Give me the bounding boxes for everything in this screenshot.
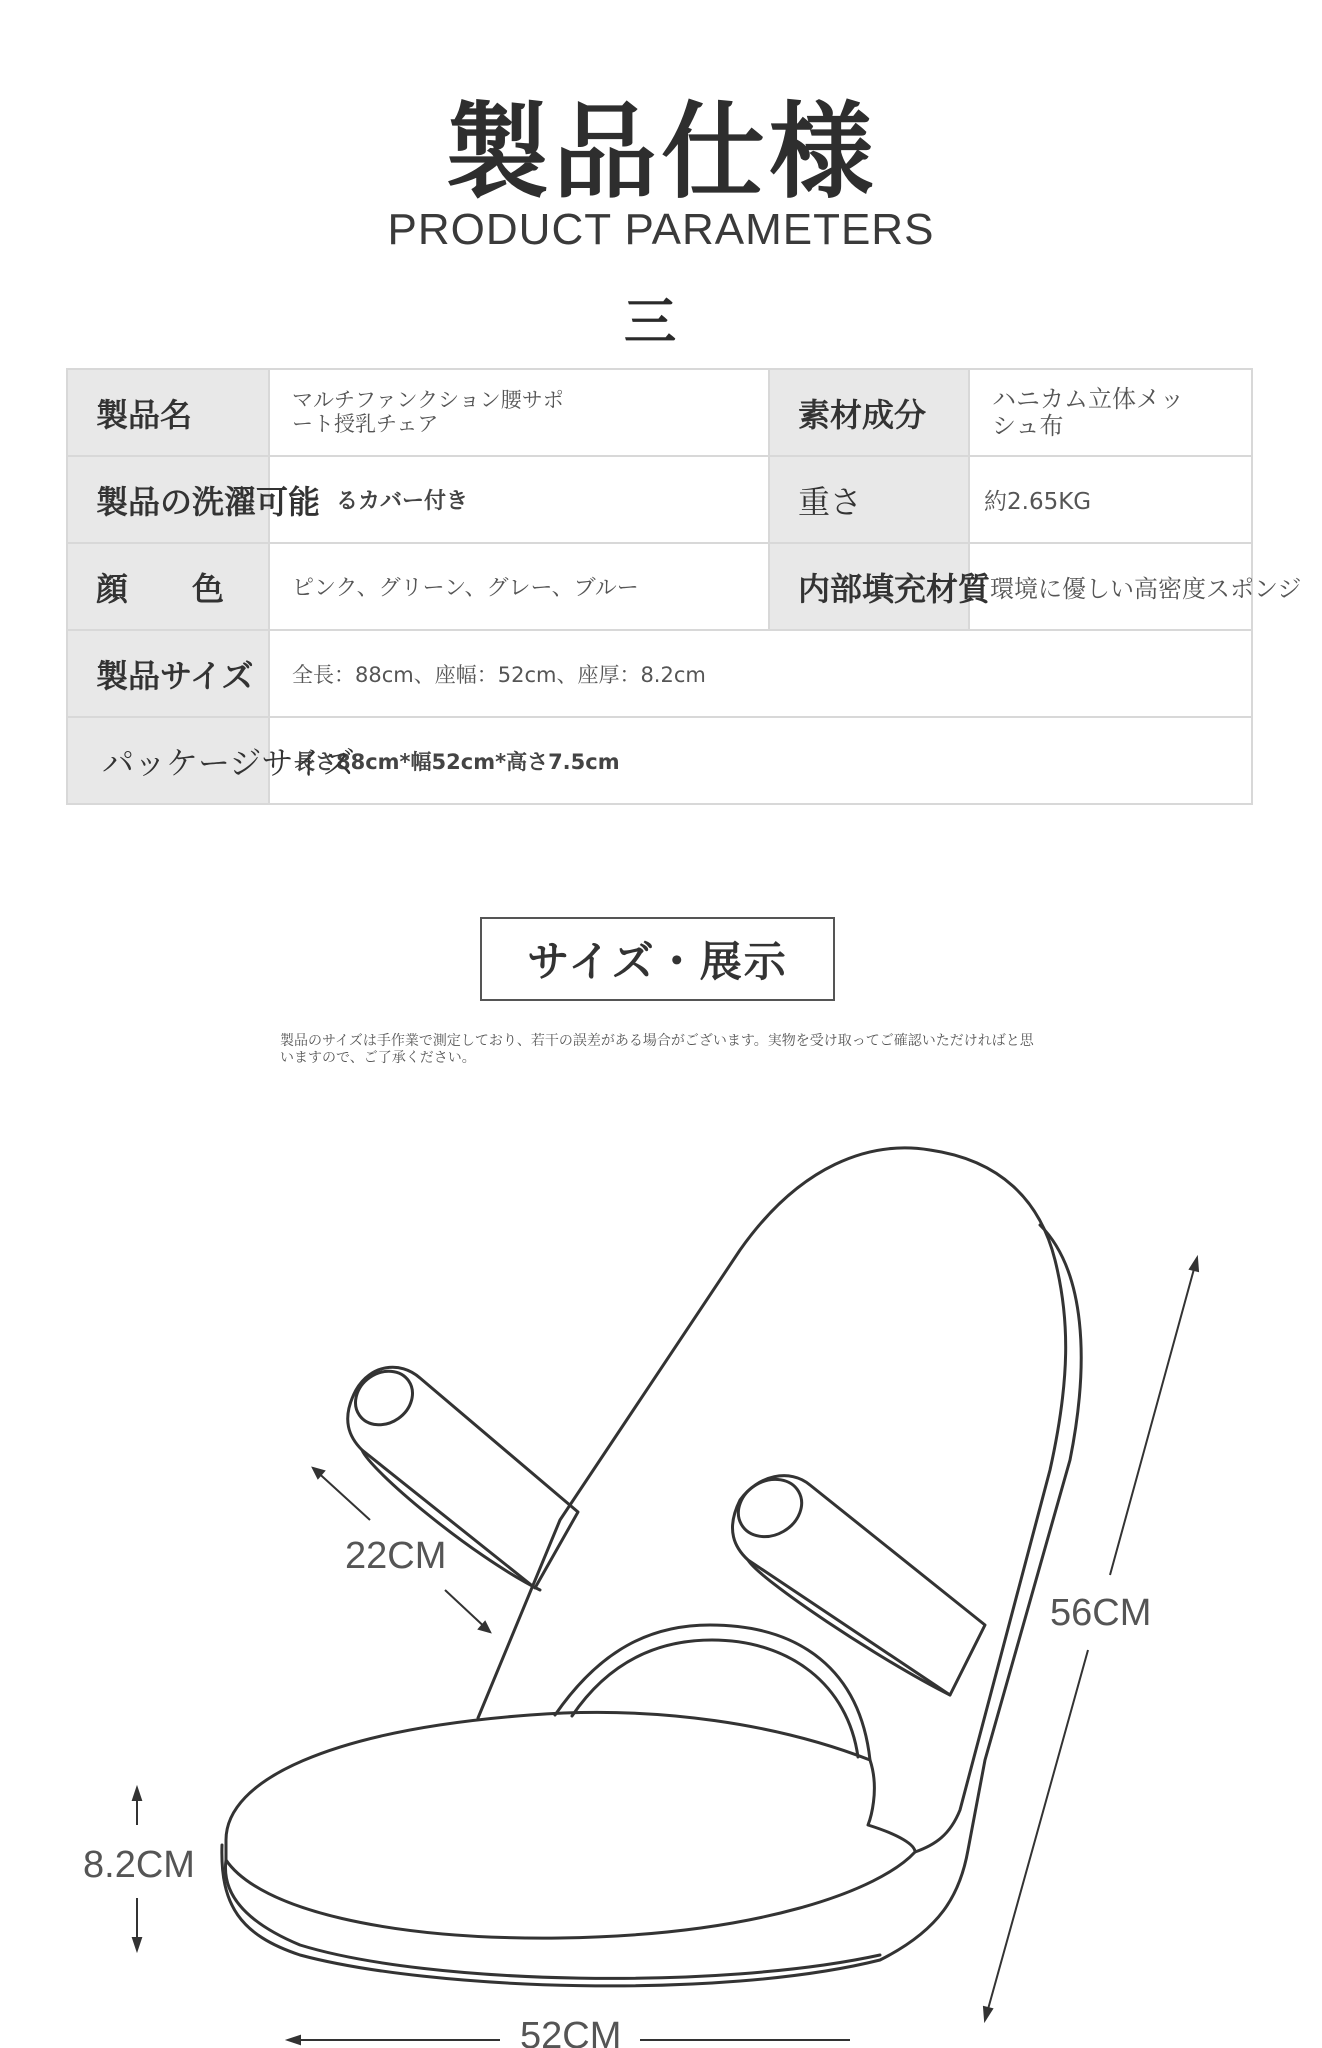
spec-value: 全長：88cm、座幅：52cm、座厚：8.2cm bbox=[269, 630, 1252, 717]
spec-row bbox=[67, 456, 1252, 543]
menu-glyph: 三 bbox=[623, 293, 676, 353]
backrest-outer bbox=[222, 1225, 1081, 1986]
spec-row bbox=[67, 630, 1252, 717]
dim-arm-label: 22CM bbox=[345, 1535, 447, 1577]
spec-row bbox=[67, 369, 1252, 456]
chair-illustration bbox=[0, 1100, 1322, 2048]
page-title: 製品仕様 bbox=[444, 91, 877, 213]
spec-label: 重さ bbox=[769, 456, 969, 543]
spec-label: パッケージサイズ bbox=[67, 717, 269, 804]
spec-value: 長さ88cm*幅52cm*高さ7.5cm bbox=[269, 717, 1252, 804]
spec-row bbox=[67, 717, 1252, 804]
spec-label: 顔 色 bbox=[67, 543, 269, 630]
spec-value: ピンク、グリーン、グレー、ブルー bbox=[269, 543, 769, 630]
spec-value: 約2.65KG bbox=[969, 456, 1252, 543]
spec-value: マルチファンクション腰サポート授乳チェア bbox=[269, 369, 769, 456]
dim-height-label: 56CM bbox=[1050, 1592, 1152, 1634]
dim-thickness-label: 8.2CM bbox=[83, 1844, 195, 1886]
dim-width-label: 52CM bbox=[520, 2015, 622, 2048]
spec-label: 製品の洗濯可能 bbox=[67, 456, 269, 543]
page-subtitle: PRODUCT PARAMETERS bbox=[387, 205, 935, 254]
spec-value: ハニカム立体メッシュ布 bbox=[969, 369, 1252, 456]
backrest-front bbox=[478, 1148, 1066, 1852]
spec-label: 内部填充材質 bbox=[769, 543, 969, 630]
spec-label: 製品名 bbox=[67, 369, 269, 456]
spec-value: 環境に優しい高密度スポンジ bbox=[969, 543, 1252, 630]
arm-right bbox=[732, 1476, 985, 1695]
spec-table bbox=[66, 368, 1302, 805]
spec-row bbox=[67, 543, 1252, 630]
back-arch bbox=[555, 1625, 870, 1760]
spec-label: 製品サイズ bbox=[67, 630, 269, 717]
spec-value: るカバー付き bbox=[269, 456, 769, 543]
spec-label: 素材成分 bbox=[769, 369, 969, 456]
size-display-heading: サイズ・展示 bbox=[480, 917, 835, 1001]
size-note: 製品のサイズは手作業で測定しており、若干の誤差がある場合がございます。実物を受け取ってご確認いただければと思いますので、ご了承ください。 bbox=[280, 1033, 1034, 1066]
seat-cushion bbox=[226, 1712, 915, 1938]
